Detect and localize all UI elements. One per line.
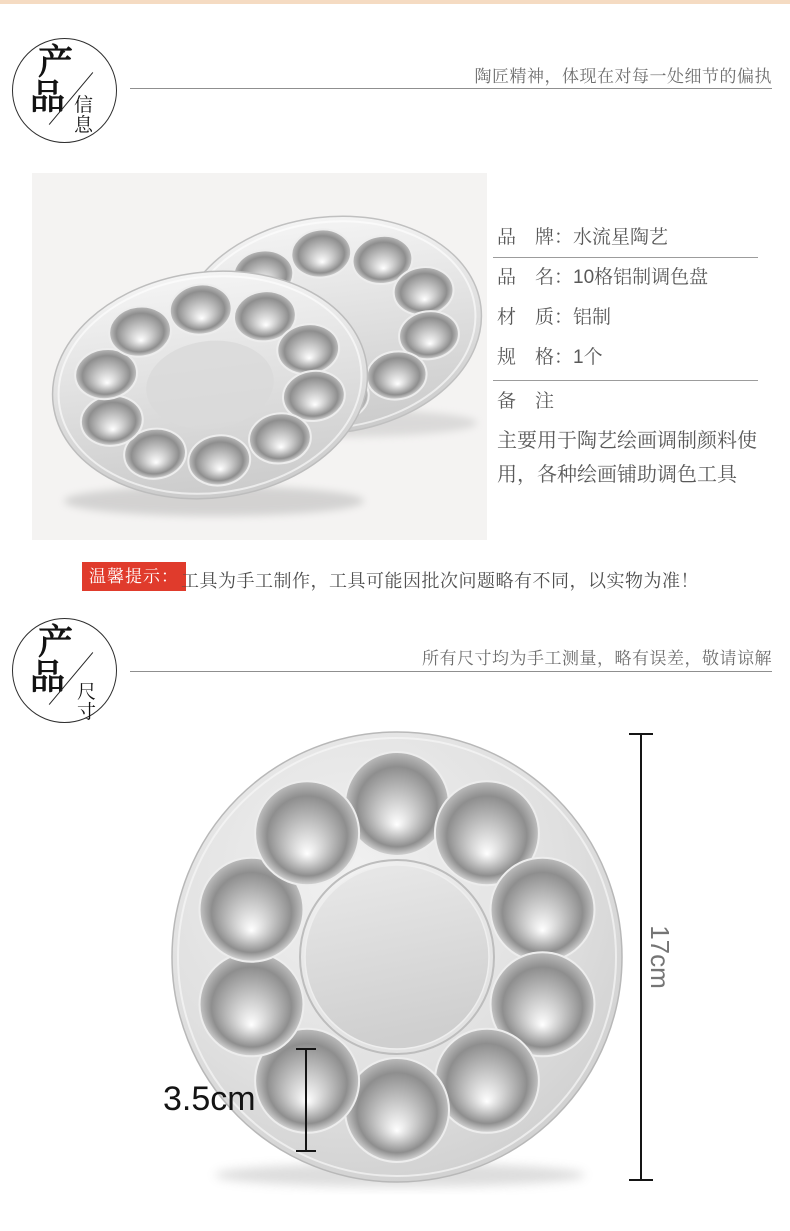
spec-row-notes-label bbox=[497, 391, 554, 413]
height-dimension-line bbox=[640, 733, 642, 1181]
well-dimension-line bbox=[305, 1048, 307, 1152]
spec-value: 1个 bbox=[573, 347, 603, 368]
size-section-tagline: 所有尺寸均为手工测量，略有误差，敬请谅解 bbox=[422, 649, 772, 668]
spec-row-brand bbox=[497, 227, 668, 249]
spec-value: 铝制 bbox=[573, 307, 612, 328]
badge-sub-char: 息 bbox=[74, 115, 94, 136]
spec-value: 10格铝制调色盘 bbox=[573, 267, 709, 288]
badge-sub-char: 信 bbox=[74, 95, 94, 116]
palettes-illustration bbox=[32, 173, 487, 540]
spec-notes-text: 主要用于陶艺绘画调制颜料使用，各种绘画铺助调色工具 bbox=[497, 430, 757, 486]
spec-label: 规 格： bbox=[497, 347, 574, 368]
info-header-rule bbox=[130, 88, 772, 89]
spec-divider bbox=[493, 257, 758, 258]
dimension-photo-palette bbox=[170, 727, 630, 1197]
dimension-cap bbox=[629, 1179, 653, 1181]
spec-row-name bbox=[497, 267, 708, 289]
badge-char: 品 bbox=[30, 78, 66, 117]
height-dimension-label: 17cm bbox=[645, 925, 675, 989]
badge-char: 品 bbox=[30, 658, 66, 697]
dimension-cap bbox=[296, 1150, 316, 1152]
spec-row-quantity bbox=[497, 347, 603, 369]
spec-value: 水流星陶艺 bbox=[573, 227, 669, 248]
spec-label: 备 注 bbox=[497, 391, 555, 412]
dimension-cap bbox=[296, 1048, 316, 1050]
dimension-cap bbox=[629, 733, 653, 735]
product-photo-palettes bbox=[32, 173, 487, 540]
warning-text: 工具为手工制作，工具可能因批次问题略有不同，以实物为准！ bbox=[181, 571, 699, 591]
section-badge-product-info bbox=[12, 38, 117, 143]
badge-subtitle bbox=[74, 96, 93, 136]
top-accent-strip bbox=[0, 0, 790, 4]
spec-label: 品 名： bbox=[497, 267, 574, 288]
section-badge-product-size bbox=[12, 618, 117, 723]
badge-sub-char: 尺 bbox=[77, 682, 97, 703]
warning-badge: 温馨提示： bbox=[82, 562, 186, 591]
spec-label: 品 牌： bbox=[497, 227, 574, 248]
badge-subtitle bbox=[77, 683, 96, 723]
palette-topview-illustration bbox=[170, 727, 630, 1197]
well-dimension-label: 3.5cm bbox=[163, 1080, 256, 1118]
spec-label: 材 质： bbox=[497, 307, 574, 328]
badge-sub-char: 寸 bbox=[77, 702, 97, 723]
spec-row-material bbox=[497, 307, 611, 329]
size-header-rule bbox=[130, 671, 772, 672]
badge-char: 产 bbox=[38, 623, 74, 662]
badge-char: 产 bbox=[38, 43, 74, 82]
info-section-tagline: 陶匠精神，体现在对每一处细节的偏执 bbox=[474, 67, 772, 86]
spec-divider bbox=[493, 380, 758, 381]
